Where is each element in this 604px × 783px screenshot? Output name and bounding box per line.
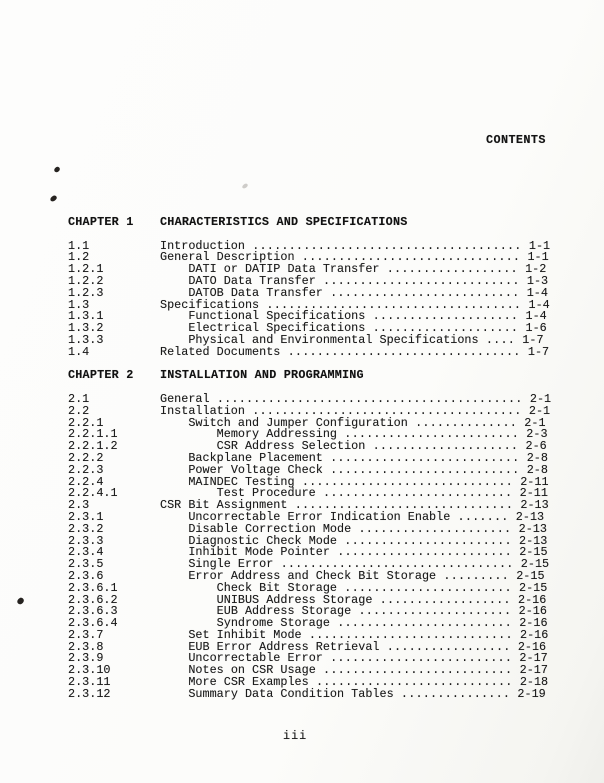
entry-title: MAINDEC Testing	[188, 474, 295, 489]
entry-number: 1.3.3	[68, 332, 104, 347]
dot-leader: ........................	[329, 616, 520, 631]
entry-number: 2.3	[68, 498, 90, 513]
dot-leader: ................................	[280, 344, 528, 359]
entry-number: 1.3.2	[68, 321, 104, 336]
entry-number: 1.2.2	[68, 273, 104, 288]
dot-leader: ....................	[365, 439, 526, 454]
entry-page: 2-1	[528, 403, 551, 418]
dot-leader: .........................	[322, 651, 520, 666]
entry-page: 2-16	[517, 639, 547, 654]
dot-leader: ..........................	[322, 462, 527, 477]
entry-title: Disable Correction Mode	[188, 521, 352, 536]
entry-page: 2-15	[516, 568, 545, 583]
entry-number: 1.1	[68, 238, 90, 253]
dot-leader: .............................	[294, 474, 521, 489]
chapter-label: CHAPTER 2	[68, 368, 134, 383]
dot-leader: ....................	[365, 321, 526, 336]
dot-leader: .......................	[337, 580, 519, 595]
entry-page: 2-15	[520, 557, 550, 572]
entry-number: 2.3.6.2	[68, 592, 118, 607]
entry-title: Single Error	[188, 557, 274, 572]
entry-title: DATOB Data Transfer	[188, 285, 323, 300]
entry-title: Notes on CSR Usage	[188, 663, 316, 678]
entry-page: 2-1	[524, 415, 546, 430]
entry-title: Check Bit Storage	[216, 580, 338, 595]
entry-title: Diagnostic Check Mode	[188, 533, 338, 548]
dot-leader: ....	[478, 332, 523, 347]
entry-title: UNIBUS Address Storage	[216, 592, 373, 607]
entry-page: 1-7	[522, 332, 544, 347]
dot-leader: ....................	[365, 309, 526, 324]
entry-number: 2.3.8	[68, 639, 104, 654]
dot-leader: ...........................	[308, 675, 520, 690]
entry-page: 1-4	[526, 285, 548, 300]
entry-title: EUB Address Storage	[216, 604, 352, 619]
ink-speck	[49, 195, 58, 203]
entry-number: 2.3.10	[68, 663, 111, 678]
dot-leader: ..........................	[322, 285, 527, 300]
entry-number: 1.2.3	[68, 285, 104, 300]
entry-number: 1.4	[68, 344, 90, 359]
entry-number: 2.3.5	[68, 557, 104, 572]
entry-title: Specifications	[160, 297, 260, 312]
entry-title: Syndrome Storage	[216, 616, 330, 631]
entry-number: 2.2.4.1	[68, 486, 118, 501]
entry-page: 1-1	[527, 250, 549, 265]
chapter-label: CHAPTER 1	[68, 215, 134, 229]
dot-leader: .....................	[351, 521, 519, 536]
entry-number: 2.3.9	[68, 651, 104, 666]
page-number: iii	[283, 729, 308, 743]
entry-page: 2-8	[526, 462, 548, 477]
entry-title: General	[160, 391, 210, 406]
entry-title: Error Address and Check Bit Storage	[188, 568, 437, 583]
entry-page: 2-16	[519, 616, 548, 631]
dot-leader: ..........................	[322, 450, 527, 465]
entry-page: 2-16	[518, 592, 547, 607]
dot-leader: ................................	[273, 557, 521, 572]
entry-number: 2.3.4	[68, 545, 104, 560]
entry-title: Physical and Environmental Specifications	[188, 332, 479, 347]
entry-title: Summary Data Condition Tables	[188, 686, 394, 701]
entry-title: EUB Error Address Retrieval	[188, 639, 380, 654]
entry-title: Uncorrectable Error Indication Enable	[188, 509, 451, 524]
entry-number: 2.3.6	[68, 568, 104, 583]
entry-number: 2.2.2	[68, 450, 104, 465]
entry-number: 2.2.1.2	[68, 439, 118, 454]
entry-page: 1-7	[527, 344, 550, 359]
entry-title: Power Voltage Check	[188, 462, 323, 477]
entry-title: More CSR Examples	[188, 675, 309, 690]
entry-page: 2-17	[519, 663, 548, 678]
entry-title: Inhibit Mode Pointer	[188, 545, 330, 560]
entry-page: 1-4	[528, 297, 550, 312]
entry-title: Introduction	[160, 238, 245, 253]
entry-page: 2-16	[518, 604, 547, 619]
entry-page: 2-13	[518, 521, 547, 536]
dot-leader: .....................	[351, 604, 519, 619]
entry-title: Backplane Placement	[188, 450, 323, 465]
entry-page: 2-13	[519, 533, 548, 548]
entry-page: 1-1	[528, 238, 551, 253]
chapter-block	[68, 368, 552, 701]
entry-number: 2.3.6.3	[68, 604, 118, 619]
entry-number: 1.3	[68, 297, 90, 312]
chapter-heading	[68, 217, 548, 229]
entry-number: 2.3.11	[68, 675, 111, 690]
entry-number: 2.3.6.1	[68, 580, 118, 595]
entry-page: 2-1	[529, 391, 552, 406]
entry-number: 2.3.3	[68, 533, 104, 548]
entry-page: 2-8	[526, 450, 548, 465]
dot-leader: ..............	[407, 415, 525, 430]
chapter-title: INSTALLATION AND PROGRAMMING	[160, 368, 364, 383]
dot-leader: ...............	[393, 686, 518, 701]
toc-entry	[68, 686, 548, 701]
dot-leader: ..............................	[294, 250, 528, 265]
entry-number: 2.3.12	[68, 686, 111, 701]
dot-leader: ..............................	[287, 498, 521, 513]
dot-leader: ..........................................	[209, 391, 530, 406]
entry-title: Memory Addressing	[216, 427, 338, 442]
entry-title: General Description	[160, 250, 295, 265]
entry-page: 2-6	[525, 439, 547, 454]
entry-page: 1-3	[526, 273, 549, 288]
dot-leader: ........................	[329, 545, 520, 560]
entry-title: Test Procedure	[216, 486, 316, 501]
entry-number: 1.3.1	[68, 309, 104, 324]
dot-leader: .........	[436, 568, 517, 583]
entry-page: 2-16	[520, 627, 549, 642]
entry-number: 2.1	[68, 391, 90, 406]
entry-title: Switch and Jumper Configuration	[188, 415, 408, 430]
entry-title: Uncorrectable Error	[188, 651, 323, 666]
entry-page: 2-13	[515, 509, 545, 524]
entry-page: 2-18	[519, 675, 549, 690]
dot-leader: ............................	[301, 627, 521, 642]
dot-leader: ..........................	[315, 486, 520, 501]
entry-page: 2-13	[520, 498, 549, 513]
entry-number: 1.2	[68, 250, 90, 265]
dot-leader: ..................	[372, 592, 518, 607]
chapter-heading	[68, 370, 548, 382]
entry-title: Electrical Specifications	[188, 321, 366, 336]
entry-number: 2.2.3	[68, 462, 104, 477]
entry-title: CSR Address Selection	[216, 439, 366, 454]
entry-number: 2.3.7	[68, 627, 104, 642]
dot-leader: .....................................	[244, 403, 529, 418]
entry-page: 2-3	[526, 427, 548, 442]
entry-number: 2.2.1	[68, 415, 104, 430]
entry-number: 1.2.1	[68, 262, 104, 277]
dot-leader: ........................	[337, 427, 527, 442]
dot-leader: ..........................	[315, 663, 520, 678]
dot-leader: .......................	[337, 533, 519, 548]
dot-leader: ..................	[379, 262, 526, 277]
entry-page: 1-4	[525, 309, 547, 324]
dot-leader: ...........................	[315, 273, 527, 288]
ink-speck	[53, 166, 61, 173]
entry-number: 2.2.1.1	[68, 427, 118, 442]
dot-leader: ...................................	[259, 297, 529, 312]
entry-title: Functional Specifications	[188, 309, 366, 324]
chapter-title: CHARACTERISTICS AND SPECIFICATIONS	[160, 215, 408, 229]
entry-page: 2-15	[519, 580, 548, 595]
entry-title: Set Inhibit Mode	[188, 627, 302, 642]
entry-number: 2.2.4	[68, 474, 104, 489]
dot-leader: .....................................	[244, 238, 529, 253]
entry-title: CSR Bit Assignment	[160, 498, 288, 513]
entry-page: 2-11	[519, 486, 548, 501]
entry-page: 2-17	[519, 651, 548, 666]
entry-number: 2.3.1	[68, 509, 104, 524]
dot-leader: .......	[450, 509, 516, 524]
ink-speck	[16, 597, 25, 606]
entry-number: 2.3.6.4	[68, 616, 118, 631]
entry-number: 2.2	[68, 403, 90, 418]
toc-entry	[68, 344, 550, 359]
chapter-block	[68, 215, 551, 359]
entry-page: 1-6	[525, 321, 547, 336]
toc	[68, 215, 552, 712]
entry-indent	[160, 687, 188, 701]
entry-title: DATO Data Transfer	[188, 273, 316, 288]
entry-page: 2-19	[517, 686, 546, 701]
entry-title: DATI or DATIP Data Transfer	[188, 262, 380, 277]
entry-page: 2-15	[519, 545, 548, 560]
ink-speck	[241, 183, 248, 189]
page-header-contents: CONTENTS	[486, 133, 546, 147]
entry-title: Installation	[160, 403, 245, 418]
entry-page: 1-2	[525, 262, 547, 277]
dot-leader: .................	[379, 639, 518, 654]
entry-page: 2-11	[520, 474, 549, 489]
entry-number: 2.3.2	[68, 521, 104, 536]
entry-title: Related Documents	[160, 344, 281, 359]
